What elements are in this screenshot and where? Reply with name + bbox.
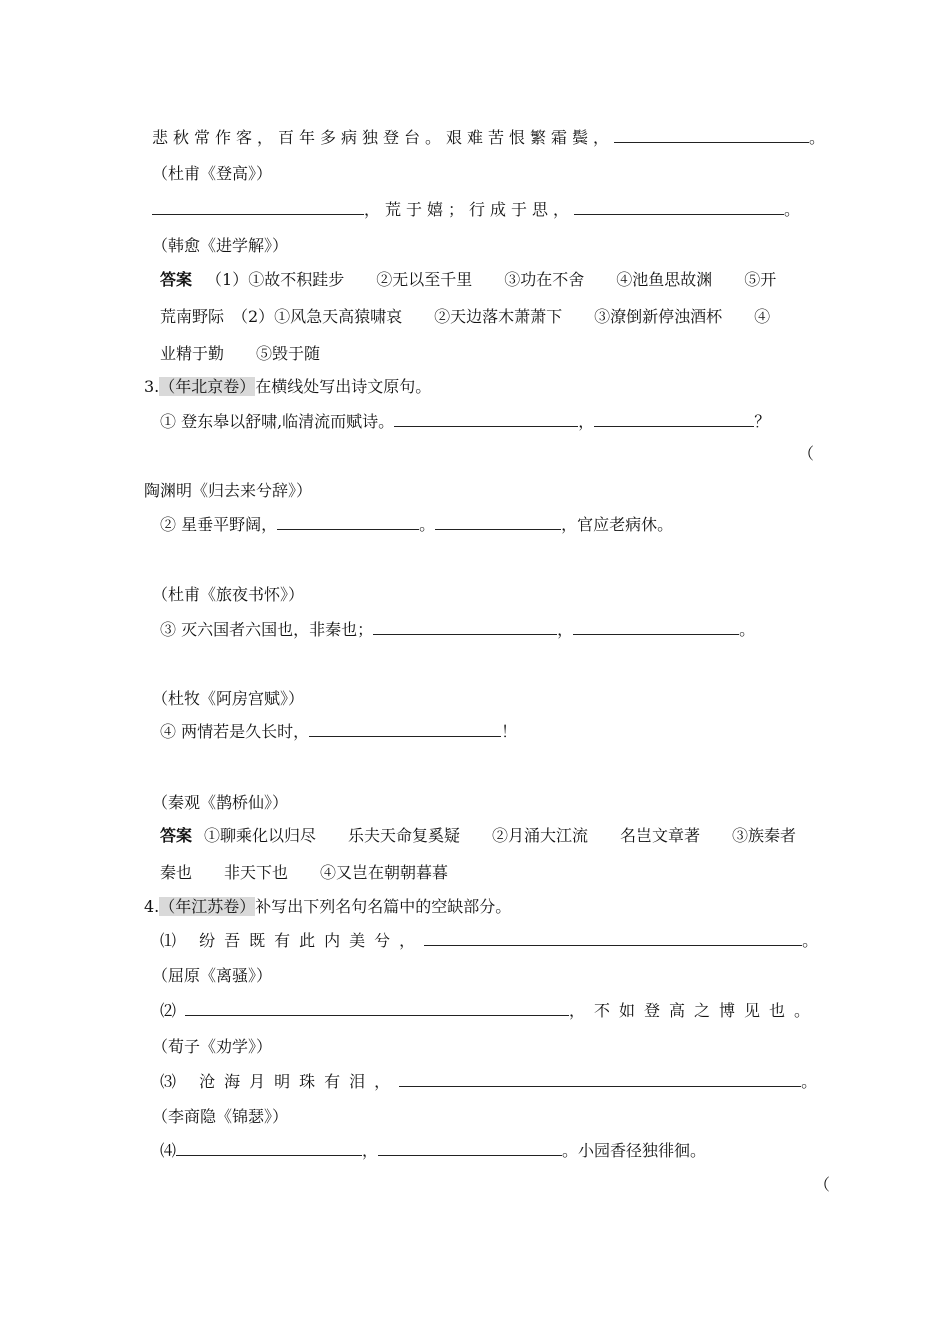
answer-blank[interactable]: [573, 620, 739, 635]
question-instruction: 补写出下列名句名篇中的空缺部分。: [255, 897, 512, 916]
answer-blank[interactable]: [185, 1001, 569, 1016]
question-instruction: 在横线处写出诗文原句。: [255, 377, 432, 396]
answer-blank[interactable]: [399, 1072, 801, 1087]
answer-label: 答案: [160, 826, 193, 845]
poem-line: ④ 两情若是久长时， ！: [160, 722, 518, 741]
answer-blank[interactable]: [394, 412, 578, 427]
answer-blank[interactable]: [378, 1141, 562, 1156]
question-header: [144, 377, 431, 397]
paren: （: [814, 1175, 831, 1194]
source-citation: （杜甫《登高》）: [152, 164, 273, 183]
poem-line: ，荒于嬉；行成于思， 。: [152, 200, 805, 220]
answer-blank[interactable]: [309, 722, 501, 737]
source-citation: （秦观《鹊桥仙》）: [152, 793, 289, 812]
answer-blank[interactable]: [435, 515, 561, 530]
source-citation: （杜甫《旅夜书怀》）: [152, 585, 305, 604]
poem-line: ⑴ 纷吾既有此内美兮， 。: [160, 931, 828, 950]
source-citation: （韩愈《进学解》）: [152, 236, 289, 255]
poem-line: ③ 灭六国者六国也，非秦也； ， 。: [160, 620, 756, 639]
poem-line: 悲秋常作客，百年多病独登台。艰难苦恨繁霜鬓， 。: [152, 128, 831, 147]
answer-blank[interactable]: [373, 620, 557, 635]
answer-blank[interactable]: [614, 128, 809, 143]
question-number: 3.: [144, 377, 160, 396]
answer-line: 秦也 非天下也 ④又岂在朝朝暮暮: [160, 863, 449, 882]
source-tag: （年江苏卷）: [159, 897, 256, 916]
answer-blank[interactable]: [152, 200, 364, 215]
answer-blank[interactable]: [424, 931, 802, 946]
poem-line: ⑵ ，不如登高之博见也。: [160, 1001, 820, 1020]
answer-label: 答案: [160, 270, 193, 289]
source-citation: （屈原《离骚》）: [152, 966, 273, 985]
source-citation: （杜牧《阿房宫赋》）: [152, 689, 305, 708]
poem-line: ① 登东皋以舒啸,临清流而赋诗。 ， ？: [160, 412, 771, 431]
question-header: [144, 897, 511, 917]
answer-blank[interactable]: [594, 412, 754, 427]
paren: （: [798, 444, 815, 463]
answer-blank[interactable]: [277, 515, 419, 530]
answer-line: 荒南野际 （2）①风急天高猿啸哀 ②天边落木萧萧下 ③潦倒新停浊酒杯 ④: [160, 307, 771, 326]
source-citation: （荀子《劝学》）: [152, 1037, 273, 1056]
source-citation: （李商隐《锦瑟》）: [152, 1107, 289, 1126]
poem-line: ⑶ 沧海月明珠有泪， 。: [160, 1072, 827, 1091]
answer-blank[interactable]: [574, 200, 784, 215]
source-citation: 陶渊明《归去来兮辞》）: [144, 481, 313, 500]
poem-line: ② 星垂平野阔， 。 ，官应老病休。: [160, 515, 674, 534]
poem-line: ⑷ ， 。小园香径独徘徊。: [160, 1141, 707, 1160]
source-tag: （年北京卷）: [159, 377, 256, 396]
question-number: 4.: [144, 897, 160, 916]
answer-line: 答案 ①聊乘化以归尽 乐夫天命复奚疑 ②月涌大江流 名岂文章著 ③族秦者: [160, 826, 797, 845]
poem-text: 悲秋常作客，百年多病独登台。艰难苦恨繁霜鬓，: [152, 128, 615, 147]
answer-line: 业精于勤 ⑤毁于随: [160, 344, 321, 363]
answer-blank[interactable]: [176, 1141, 362, 1156]
answer-line: 答案 （1）①故不积跬步 ②无以至千里 ③功在不舍 ④池鱼思故渊 ⑤开: [160, 270, 777, 289]
